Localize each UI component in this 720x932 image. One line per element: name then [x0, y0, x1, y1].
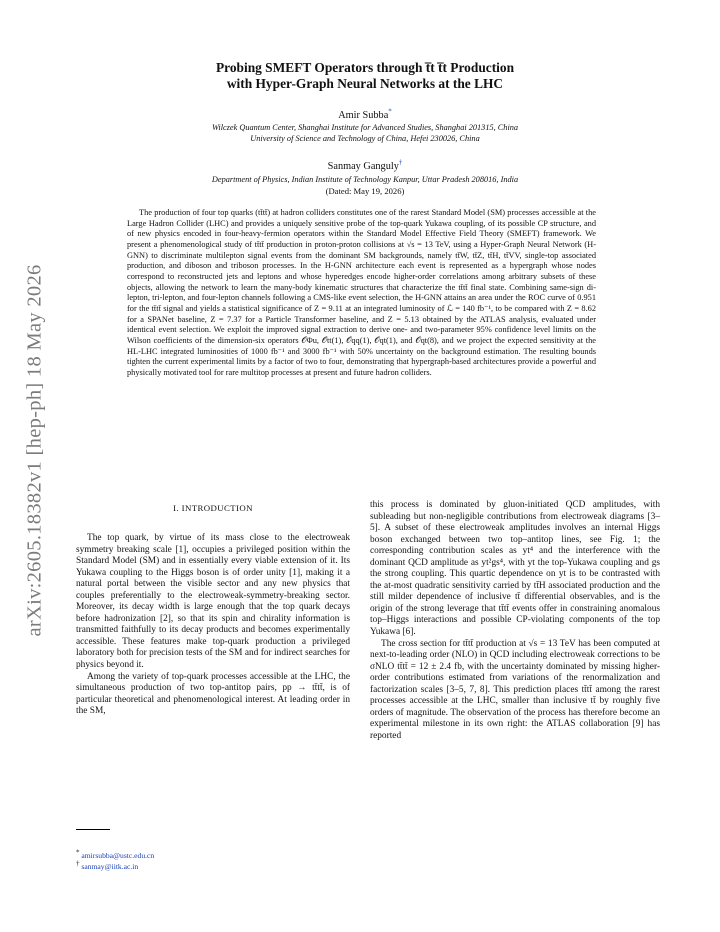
footnote-2-mark: †	[76, 858, 80, 867]
affiliation-2	[110, 175, 620, 186]
abstract	[127, 208, 596, 379]
affiliation-2-line: Department of Physics, Indian Institute of Technology Kanpur, Uttar Pradesh 208016, India	[211, 175, 519, 184]
footnote-divider	[76, 829, 110, 830]
footnotes	[76, 848, 350, 872]
abstract-text: The production of four top quarks (tt̄tt̄) at hadron colliders constitutes one of the rarest Standard Model (SM) processes accessible at the Large Hadron Collider (LHC) and provides a uniquely sensitive probe of the top-quark Yukawa coupling, of its possible CP structure, and of new physics encoded in four-heavy-fermion operators within the Standard Model Effective Field Theory (SMEFT) framework. We present a phenomenological study of tt̄tt̄ production in proton-proton collisions at √s = 13 TeV, using a Hyper-Graph Neural Network (H-GNN) to discriminate multilepton signal events from the dominant SM backgrounds, namely tt̄W, tt̄Z, tt̄H, tt̄VV, single-top associated production, and diboson and triboson processes. In the H-GNN architecture each event is represented as a hypergraph whose nodes correspond to reconstructed jets and leptons and whose hyperedges encode higher-order correlations among arbitrary subsets of these objects, allowing the network to learn the many-body kinematic structures that characterize the tt̄tt̄ final state. Combining same-sign di-lepton, tri-lepton, and four-lepton channels following a CMS-like event selection, the H-GNN attains an area under the ROC curve of 0.951 for the tt̄tt̄ signal and yields a statistical significance of Z = 9.11 at an integrated luminosity of ℒ = 140 fb⁻¹, to be compared with Z = 8.62 for a SPANet baseline, Z = 7.37 for a Particle Transformer baseline, and Z = 5.13 obtained by the ATLAS analysis, evaluated under identical event selection. We exploit the improved signal extraction to derive one- and two-parameter 95% confidence level limits on the Wilson coefficients of the dimension-six operators 𝒪Φu, 𝒪tt(1), 𝒪qq(1), 𝒪qt(1), and 𝒪qt(8), and we project the expected sensitivity at the HL-LHC integrated luminosities of 1000 fb⁻¹ and 3000 fb⁻¹ with 50% uncertainty on the background estimation. The resulting bounds tighten the current experimental limits by a factor of two to four, demonstrating that hypergraph-based architectures provide a powerful and physically motivated tool for rare multitop processes at present and future hadron colliders.	[127, 208, 596, 377]
footnote-1-email-link[interactable]: amirsubba@ustc.edu.cn	[81, 851, 155, 860]
dated-line: (Dated: May 19, 2026)	[325, 186, 405, 196]
footnote-2	[76, 858, 350, 873]
body-column-right	[370, 500, 660, 742]
title-line-2: with Hyper-Graph Neural Networks at the LHC	[226, 76, 504, 91]
affiliation-1-line-1: Wilczek Quantum Center, Shanghai Institute for Advanced Studies, Shanghai 201315, China	[211, 123, 519, 132]
author-2-name: Sanmay Ganguly	[327, 161, 399, 172]
body-column-left	[76, 533, 350, 718]
author-1-footnote-mark[interactable]: *	[388, 107, 392, 116]
title-line-1: Probing SMEFT Operators through t̅t t̅t Production	[215, 60, 515, 75]
author-2-footnote-mark[interactable]: †	[398, 158, 403, 167]
author-2	[130, 158, 600, 173]
left-paragraph-1: The top quark, by virtue of its mass close to the electroweak symmetry breaking scale [1], occupies a privileged position within the Standard Model (SM) and in essentially every viable extension of it. Its Yukawa coupling to the Higgs boson is of order unity [1], making it a natural portal between the visible sector and any new physics that couples preferentially to the electroweak-symmetry-breaking sector. Moreover, its decay width is large enough that the top quark decays before hadronization [2], so that its spin and chirality information is transmitted faithfully to its decay products and becomes experimentally accessible. These features make top-quark production a privileged laboratory both for precision tests of the SM and for indirect searches for physics beyond it.	[76, 533, 350, 671]
section-heading-introduction: I. INTRODUCTION	[173, 503, 253, 513]
arxiv-identifier-stamp: arXiv:2605.18382v1 [hep-ph] 18 May 2026	[23, 263, 46, 637]
footnote-1-mark: *	[76, 848, 80, 857]
author-1-name: Amir Subba	[338, 110, 389, 121]
left-paragraph-2: Among the variety of top-quark processes accessible at the LHC, the simultaneous production of two top-antitop pairs, pp → tt̄tt̄, is of particular theoretical and phenomenological interest. At leading order in the SM,	[76, 671, 350, 717]
footnote-1	[76, 848, 350, 862]
footnote-2-email-link[interactable]: sanmay@iitk.ac.in	[81, 861, 139, 871]
affiliation-1-line-2: University of Science and Technology of China, Hefei 230026, China	[250, 133, 480, 143]
affiliation-1	[110, 123, 620, 144]
right-paragraph-1: this process is dominated by gluon-initiated QCD amplitudes, with subleading but non-negligible contributions from electroweak diagrams [3–5]. A subset of these electroweak amplitudes involves an internal Higgs boson exchanged between two top–antitop lines, see Fig. 1; the corresponding contribution scales as yt⁴ and the interference with the dominant QCD amplitude as yt²gs⁴, with yt the top-Yukawa coupling and gs the strong coupling. This quartic dependence on yt is to be contrasted with the at-most quadratic sensitivity carried by tt̄H associated production and the still milder dependence of inclusive tt̄ differential observables, and is the origin of the strong leverage that tt̄tt̄ events offer in constraining anomalous top–Higgs interactions and possible CP-violating components of the top Yukawa [6].	[370, 500, 660, 638]
author-1	[130, 107, 600, 122]
paper-title	[130, 60, 600, 92]
right-paragraph-2: The cross section for tt̄tt̄ production at √s = 13 TeV has been computed at next-to-leading order (NLO) in QCD including electroweak corrections to be σNLO tt̄tt̄ = 12 ± 2.4 fb, with the uncertainty dominated by missing higher-order contributions estimated from variations of the renormalization and factorization scales [3–5, 7, 8]. This prediction places tt̄tt̄ among the rarest processes accessible at the LHC, smaller than inclusive tt̄ by roughly five orders of magnitude. The observation of the process has therefore become an experimental milestone in its own right: the ATLAS collaboration [9] has reported	[370, 638, 660, 741]
